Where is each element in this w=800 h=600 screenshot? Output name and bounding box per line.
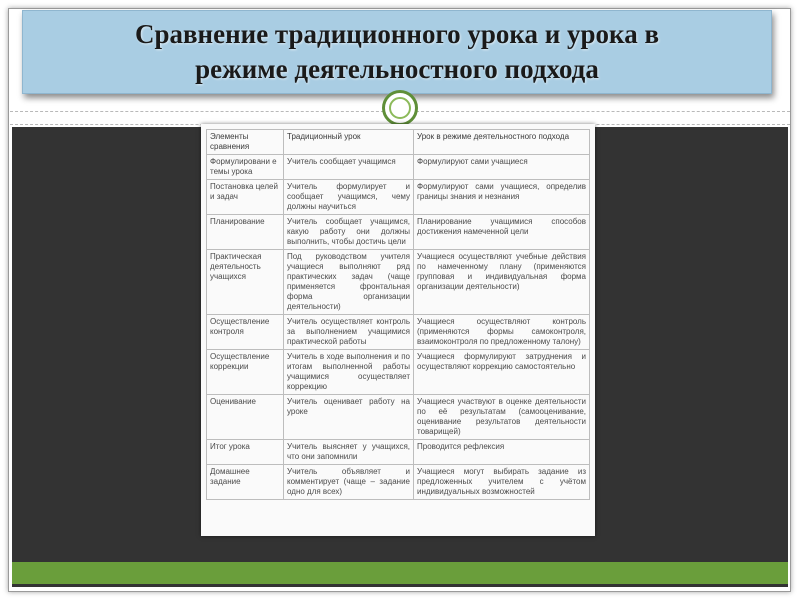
activity-cell: Учащиеся осуществляют контроль (применяются формы самоконтроля, взаимоконтроля по предложенному талону)	[414, 315, 590, 350]
traditional-cell: Учитель в ходе выполнения и по итогам выполненной работы учащимися осуществляет коррекцию	[284, 350, 414, 395]
traditional-cell: Учитель объявляет и комментирует (чаще – задание одно для всех)	[284, 465, 414, 500]
table-row	[207, 315, 590, 350]
table-row	[207, 350, 590, 395]
header-cell-elements: Элементы сравнения	[207, 130, 284, 155]
activity-cell: Формулируют сами учащиеся, определив границы знания и незнания	[414, 180, 590, 215]
row-label-cell: Осуществление контроля	[207, 315, 284, 350]
traditional-cell: Учитель осуществляет контроль за выполнением учащимися практической работы	[284, 315, 414, 350]
header-cell-traditional: Традиционный урок	[284, 130, 414, 155]
traditional-cell: Учитель оценивает работу на уроке	[284, 395, 414, 440]
table-row	[207, 395, 590, 440]
header-cell-activity: Урок в режиме деятельностного подхода	[414, 130, 590, 155]
row-label-cell: Итог урока	[207, 440, 284, 465]
row-label-cell: Планирование	[207, 215, 284, 250]
table-row	[207, 250, 590, 315]
traditional-cell: Учитель выясняет у учащихся, что они запомнили	[284, 440, 414, 465]
bottom-accent-bar	[12, 562, 788, 584]
slide-title: Сравнение традиционного урока и урока в режиме деятельностного подхода	[134, 19, 660, 84]
row-label-cell: Практическая деятельность учащихся	[207, 250, 284, 315]
traditional-cell: Учитель сообщает учащимся, какую работу они должны выполнить, чтобы достичь цели	[284, 215, 414, 250]
table-header-row	[207, 130, 590, 155]
row-label-cell: Домашнее задание	[207, 465, 284, 500]
circle-ornament-inner	[389, 97, 411, 119]
circle-ornament-icon	[382, 90, 418, 126]
table-row	[207, 440, 590, 465]
activity-cell: Учащиеся могут выбирать задание из предложенных учителем с учётом индивидуальных возможностей	[414, 465, 590, 500]
traditional-cell: Учитель сообщает учащимся	[284, 155, 414, 180]
activity-cell: Формулируют сами учащиеся	[414, 155, 590, 180]
activity-cell: Проводится рефлексия	[414, 440, 590, 465]
activity-cell: Планирование учащимися способов достижения намеченной цели	[414, 215, 590, 250]
row-label-cell: Осуществление коррекции	[207, 350, 284, 395]
title-box	[22, 10, 772, 94]
traditional-cell: Учитель формулирует и сообщает учащимся, чему должны научиться	[284, 180, 414, 215]
table-card	[201, 124, 595, 536]
row-label-cell: Формулировани е темы урока	[207, 155, 284, 180]
row-label-cell: Постановка целей и задач	[207, 180, 284, 215]
table-row	[207, 155, 590, 180]
row-label-cell: Оценивание	[207, 395, 284, 440]
traditional-cell: Под руководством учителя учащиеся выполняют ряд практических задач (чаще применяется фронтальная форма организации деятельности)	[284, 250, 414, 315]
table-row	[207, 180, 590, 215]
activity-cell: Учащиеся осуществляют учебные действия по намеченному плану (применяются групповая и индивидуальная форма организации деятельности)	[414, 250, 590, 315]
activity-cell: Учащиеся формулируют затруднения и осуществляют коррекцию самостоятельно	[414, 350, 590, 395]
activity-cell: Учащиеся участвуют в оценке деятельности по её результатам (самооценивание, оценивание результатов деятельности товарищей)	[414, 395, 590, 440]
table-row	[207, 215, 590, 250]
comparison-table	[206, 129, 590, 500]
table-row	[207, 465, 590, 500]
